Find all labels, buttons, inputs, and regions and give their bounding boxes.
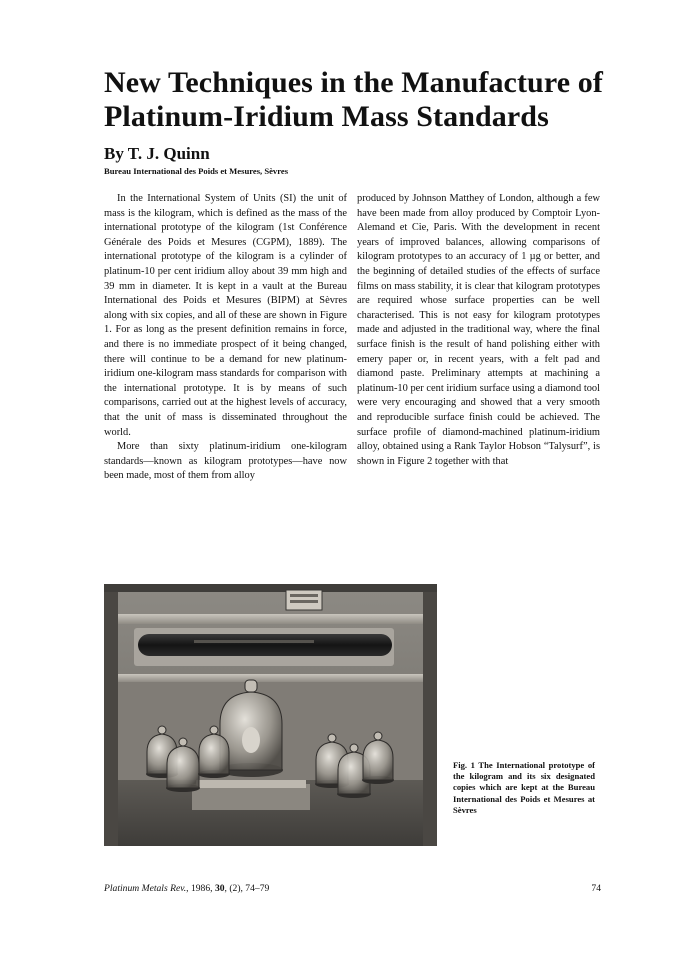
author-affiliation: Bureau International des Poids et Mesures, Sèvres bbox=[104, 166, 289, 176]
journal-volume: 30 bbox=[214, 883, 225, 894]
body-paragraph-2: More than sixty platinum-iridium one-kilogram standards—known as kilogram prototypes—have now been made, most of them from alloy bbox=[104, 441, 347, 482]
body-paragraph-1: In the International System of Units (SI) the unit of mass is the kilogram, which is defined as the mass of the international prototype of the kilogram (1st Conférence Générale des Poids et Mesures (CGPM), 1889). The international prototype of the kilogram is a cylinder of platinum-10 per cent iridium alloy about 39 mm high and 39 mm in diameter. It is kept in a vault at the Bureau International des Poids et Mesures (BIPM) at Sèvres along with six copies, and all of these are shown in Figure 1. For as long as the present definition remains in force, and there is no immediate prospect of it being changed, there will continue to be a demand for new platinum-iridium one-kilogram mass standards for comparison with the international prototype. It is by means of such comparisons, carried out at the highest levels of accuracy, that the unit of mass is disseminated throughout the world. bbox=[104, 193, 347, 438]
article-title: New Techniques in the Manufacture of Platinum-Iridium Mass Standards bbox=[104, 66, 603, 133]
body-column-left bbox=[104, 192, 347, 484]
journal-name: Platinum Metals Rev. bbox=[104, 883, 187, 894]
journal-citation bbox=[104, 883, 269, 895]
journal-citation-pages: , (2), 74–79 bbox=[224, 883, 270, 894]
body-column-right bbox=[357, 192, 600, 469]
journal-citation-year: , 1986, bbox=[186, 883, 215, 894]
figure-1-photograph bbox=[104, 584, 437, 846]
body-paragraph-2-continued: produced by Johnson Matthey of London, although a few have been made from alloy produced by Comptoir Lyon-Alemand et Cie, Paris. With the development in recent years of improved balances, allowing comparisons of kilogram prototypes to an accuracy of 1 µg or better, and the beginning of detailed studies of the effects of surface films on mass stability, it is clear that kilogram prototypes are required whose surface properties can be well characterised. This is not easy for kilogram prototypes made and adjusted in the traditional way, where the final surface finish is the result of hand polishing either with emery paper or, in recent years, with a felt pad and diamond paste. Preliminary attempts at machining a platinum-10 per cent iridium surface using a diamond tool were very encouraging and showed that a very smooth and reproducible surface finish could be achieved. The surface profile of diamond-machined platinum-iridium alloy, obtained using a Rank Taylor Hobson “Talysurf”, is shown in Figure 2 together with that bbox=[357, 193, 600, 467]
figure-1-caption: Fig. 1 The International prototype of the kilogram and its six designated copies which are kept at the Bureau International des Poids et Mesures at Sèvres bbox=[453, 760, 595, 815]
page-number: 74 bbox=[591, 883, 601, 894]
kilogram-prototypes-photo bbox=[104, 584, 437, 846]
author-byline: By T. J. Quinn bbox=[104, 144, 210, 163]
